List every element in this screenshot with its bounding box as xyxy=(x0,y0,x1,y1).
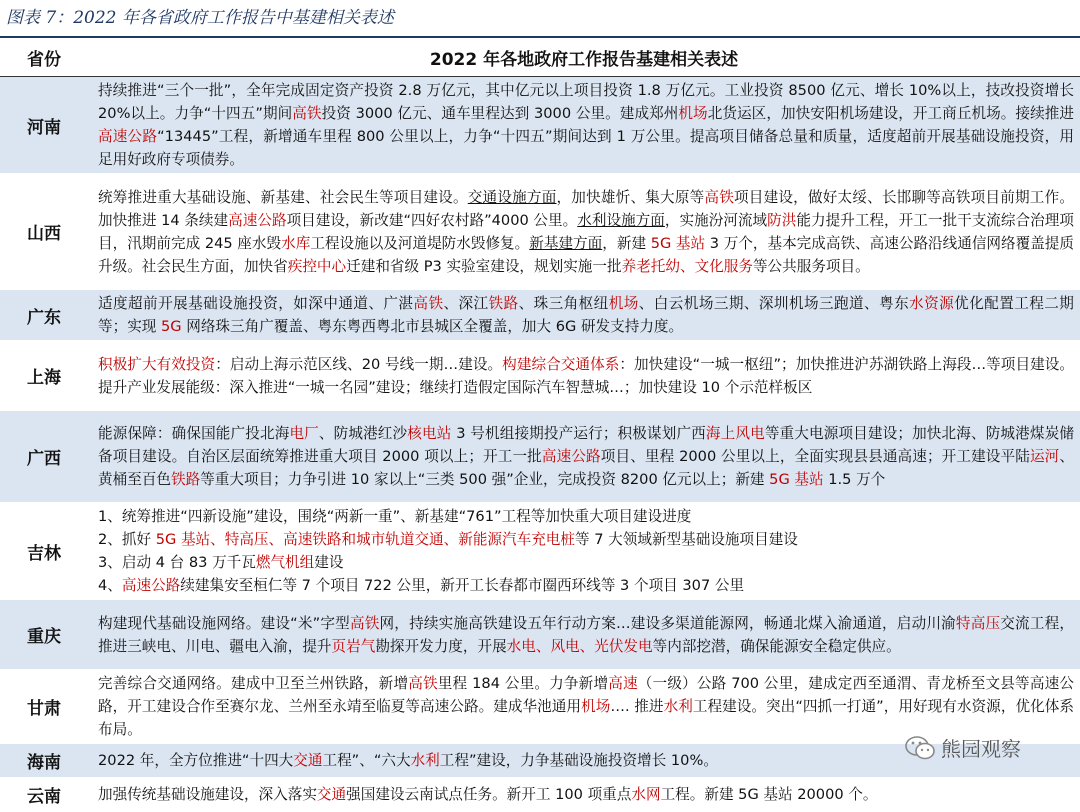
statement-text: 交流工程，推进三峡电、川电、疆电入渝，提升 xyxy=(98,614,1074,655)
highlight-text: 特高压 xyxy=(955,614,1001,632)
highlight-text: 高铁 xyxy=(704,188,734,206)
statement-text: ：加快建设“一城一枢纽”；加快推进沪苏湖铁路上海段…等项目建设。提升产业发展能级：深入推进“一城一名园”建设；继续打造假定国际汽车智慧城…；加快建设 10 个示范样板区 xyxy=(98,355,1074,396)
province-cell: 河南 xyxy=(0,77,88,174)
statement-text: 、防城港红沙 xyxy=(318,425,408,442)
section-heading-text: 水利设施方面 xyxy=(577,211,665,229)
statement-text: 等公共服务项目。 xyxy=(752,257,870,275)
province-cell: 山西 xyxy=(0,174,88,290)
statement-text: 勘探开发力度，开展 xyxy=(375,637,507,655)
highlight-text: 铁路 xyxy=(170,471,201,488)
statement-text: 4、 xyxy=(98,577,122,594)
statement-cell xyxy=(88,411,1080,503)
wechat-icon xyxy=(905,735,935,761)
highlight-text: 5G 基站 xyxy=(769,471,824,488)
highlight-text: 水网 xyxy=(631,786,661,803)
table-row xyxy=(0,290,1080,341)
statement-text: 1、统筹推进“四新设施”建设，围绕“两新一重”、新基建“761”工程等加快重大项目建设进度 xyxy=(98,508,692,525)
statement-text: 网络珠三角广覆盖、粤东粤西粤北市县城区全覆盖，加大 6G 研发支持力度。 xyxy=(181,318,684,335)
province-cell: 云南 xyxy=(0,778,88,812)
highlight-text: 水电、风电、光伏发电 xyxy=(506,637,653,655)
statement-text: …. 推进 xyxy=(610,698,664,715)
province-cell: 甘肃 xyxy=(0,670,88,744)
statement-text: 工程”、“六大 xyxy=(322,752,411,769)
statement-text: （一级）公路 700 公里，建成定西至通渭、青龙桥至文县等高速公路，开工建设合作至赛尔龙、兰州至永靖至临夏等高速公路。建成华池通用 xyxy=(98,675,1074,715)
statement-text: 、深江 xyxy=(443,295,489,312)
statement-text: 项目建设，做好太绥、长邯聊等高铁项目前期工作。加快推进 14 条续建 xyxy=(98,188,1074,229)
table-row xyxy=(0,778,1080,812)
highlight-text: 水利 xyxy=(410,752,440,769)
statement-text: 投资 3000 亿元、通车里程达到 3000 公里。建成郑州 xyxy=(321,105,679,122)
statement-cell xyxy=(88,778,1080,812)
statement-line xyxy=(98,505,1074,528)
highlight-text: 交通 xyxy=(293,752,323,769)
statement-text: 2022 年，全方位推进“十四大 xyxy=(98,752,294,769)
statement-cell xyxy=(88,77,1080,174)
statement-text: 构建现代基础设施网络。建设“米”字型 xyxy=(98,614,350,632)
province-cell: 广西 xyxy=(0,411,88,503)
highlight-text: 养老托幼、文化服务 xyxy=(621,257,753,275)
province-cell: 广东 xyxy=(0,290,88,341)
statement-text: 3 号机组接期投产运行；积极谋划广西 xyxy=(451,425,706,442)
statement-text: ，实施汾河流域 xyxy=(664,211,768,229)
province-cell: 海南 xyxy=(0,744,88,778)
statement-text: 工程建设。突出“四抓一打通”，用好现有水资源，优化体系布局。 xyxy=(98,698,1074,738)
highlight-text: 高速公路 xyxy=(228,211,287,229)
table-row xyxy=(0,341,1080,411)
statement-text: ：启动上海示范区线、20 号线一期…建设。 xyxy=(215,355,503,373)
statement-text: 网，持续实施高铁建设五年行动方案…建设多渠道能源网，畅通北煤入渝通道，启动川渝 xyxy=(379,614,956,632)
statement-cell xyxy=(88,290,1080,341)
highlight-text: 高速公路 xyxy=(541,448,601,465)
table-row xyxy=(0,503,1080,600)
highlight-text: 高铁 xyxy=(349,614,380,632)
watermark-text: 熊园观察 xyxy=(941,737,1021,761)
statement-text: 工程”建设，力争基础设施投资增长 10%。 xyxy=(439,752,718,769)
highlight-text: 核电站 xyxy=(407,425,452,442)
figure-caption: 图表 7：2022 年各省政府工作报告中基建相关表述 xyxy=(0,0,1080,38)
statement-text: 工程。新建 5G 基站 20000 个。 xyxy=(660,786,878,803)
wechat-watermark xyxy=(905,733,1021,762)
highlight-text: 高铁 xyxy=(292,105,322,122)
statement-text: 北货运区，加快安阳机场建设，开工商丘机场。接续推进 xyxy=(707,105,1074,122)
statement-text: 适度超前开展基础设施投资，如深中通道、广湛 xyxy=(98,295,414,312)
statement-text: 、珠三角枢纽 xyxy=(518,295,609,312)
highlight-text: 机场 xyxy=(678,105,708,122)
highlight-text: 水资源 xyxy=(909,295,955,312)
statement-text: 等 7 大领域新型基础设施项目建设 xyxy=(575,531,798,548)
highlight-text: 高速 xyxy=(608,675,638,692)
highlight-text: 5G 基站 xyxy=(650,234,706,252)
highlight-text: 构建综合交通体系 xyxy=(502,355,620,373)
statement-cell xyxy=(88,174,1080,290)
highlight-text: 页岩气 xyxy=(331,637,376,655)
highlight-text: 交通 xyxy=(316,786,347,803)
highlight-text: 高铁 xyxy=(408,675,438,692)
table-row xyxy=(0,600,1080,670)
highlight-text: 海上风电 xyxy=(705,425,765,442)
section-heading-text: 新基建方面 xyxy=(529,234,603,252)
table-row xyxy=(0,77,1080,174)
statement-cell xyxy=(88,341,1080,411)
statement-text: 续建集安至桓仁等 7 个项目 722 公里，新开工长春都市圈西环线等 3 个项目 307 公里 xyxy=(180,577,745,594)
highlight-text: 水库 xyxy=(281,234,311,252)
statement-text: 建设 xyxy=(314,554,344,571)
statement-text: 项目建设，新改建“四好农村路”4000 公里。 xyxy=(286,211,578,229)
table-row xyxy=(0,174,1080,290)
statement-line xyxy=(98,551,1074,574)
statement-text: ，加快雄忻、集大原等 xyxy=(556,188,705,206)
table-body xyxy=(0,77,1080,812)
header-province: 省份 xyxy=(0,38,88,77)
statement-text: 持续推进“三个一批”，全年完成固定资产投资 2.8 万亿元，其中亿元以上项目投资 1.8 万亿元。工业投资 8500 亿元、增长 10%以上，技改投资增长 20%以上。力争“十四五”期间 xyxy=(98,82,1074,122)
statement-text: 统筹推进重大基础设施、新基建、社会民生等项目建设。 xyxy=(98,188,468,206)
highlight-text: 高铁 xyxy=(413,295,444,312)
province-cell: 上海 xyxy=(0,341,88,411)
infrastructure-statements-table xyxy=(0,38,1080,812)
statement-text: 工程设施以及河道堤防水毁修复。 xyxy=(310,234,530,252)
statement-text: 能源保障：确保国能广投北海 xyxy=(98,425,290,442)
highlight-text: 电厂 xyxy=(289,425,319,442)
statement-text: 迁建和省级 P3 实验室建设，规划实施一批 xyxy=(346,257,622,275)
highlight-text: 疾控中心 xyxy=(287,257,347,275)
statement-text: 项目、里程 2000 公里以上，全面实现县县通高速；开工建设平陆 xyxy=(600,448,1030,465)
province-cell: 重庆 xyxy=(0,600,88,670)
statement-text: 3 万个，基本完成高铁、高速公路沿线通信网络覆盖提质升级。社会民生方面，加快省 xyxy=(98,234,1074,275)
statement-cell xyxy=(88,600,1080,670)
header-statement: 2022 年各地政府工作报告基建相关表述 xyxy=(88,38,1080,77)
highlight-text: 机场 xyxy=(581,698,611,715)
highlight-text: 高速公路 xyxy=(121,577,181,594)
statement-text: 、黄桶至百色 xyxy=(98,448,1074,488)
highlight-text: 铁路 xyxy=(488,295,519,312)
province-cell: 吉林 xyxy=(0,503,88,600)
statement-line xyxy=(98,528,1074,551)
statement-text: 2、抓好 xyxy=(98,531,156,548)
statement-text: 加强传统基础设施建设，深入落实 xyxy=(98,786,317,803)
statement-text: “13445”工程，新增通车里程 800 公里以上，力争“十四五”期间达到 1 万公里。提高项目储备总量和质量，适度超前开展基础设施投资，用足用好政府专项债券。 xyxy=(98,128,1074,168)
table-header-row xyxy=(0,38,1080,77)
table-row xyxy=(0,411,1080,503)
section-heading-text: 交通设施方面 xyxy=(467,188,557,206)
highlight-text: 5G 基站、特高压、高速铁路和城市轨道交通、新能源汽车充电桩 xyxy=(155,531,575,548)
statement-text: 等重大项目；力争引进 10 家以上“三类 500 强”企业，完成投资 8200 亿元以上；新建 xyxy=(200,471,770,488)
highlight-text: 机场 xyxy=(608,295,639,312)
statement-cell xyxy=(88,503,1080,600)
highlight-text: 高速公路 xyxy=(98,128,158,145)
highlight-text: 5G xyxy=(161,318,182,335)
statement-text: 优化配置工程二期等；实现 xyxy=(98,295,1074,335)
statement-text: 能力提升工程，开工一批干支流综合治理项目，汛期前完成 245 座水毁 xyxy=(98,211,1074,252)
highlight-text: 水利 xyxy=(663,698,693,715)
statement-text: 3、启动 4 台 83 万千瓦 xyxy=(98,554,256,571)
statement-text: ，新建 xyxy=(602,234,651,252)
highlight-text: 防洪 xyxy=(767,211,797,229)
highlight-text: 运河 xyxy=(1029,448,1060,465)
statement-text: 强国建设云南试点任务。新开工 100 项重点 xyxy=(346,786,632,803)
highlight-text: 积极扩大有效投资 xyxy=(98,355,216,373)
statement-text: 完善综合交通网络。建成中卫至兰州铁路，新增 xyxy=(98,675,409,692)
statement-text: 等重大电源项目建设；加快北海、防城港煤炭储备项目建设。自治区层面统筹推进重大项目 2000 项以上；开工一批 xyxy=(98,425,1074,465)
statement-line xyxy=(98,574,1074,597)
statement-text: 等内部挖潜，确保能源安全稳定供应。 xyxy=(652,637,901,655)
statement-text: 、白云机场三期、深圳机场三跑道、粤东 xyxy=(638,295,910,312)
highlight-text: 燃气机组 xyxy=(255,554,315,571)
statement-text: 里程 184 公里。力争新增 xyxy=(437,675,609,692)
statement-text: 1.5 万个 xyxy=(823,471,886,488)
